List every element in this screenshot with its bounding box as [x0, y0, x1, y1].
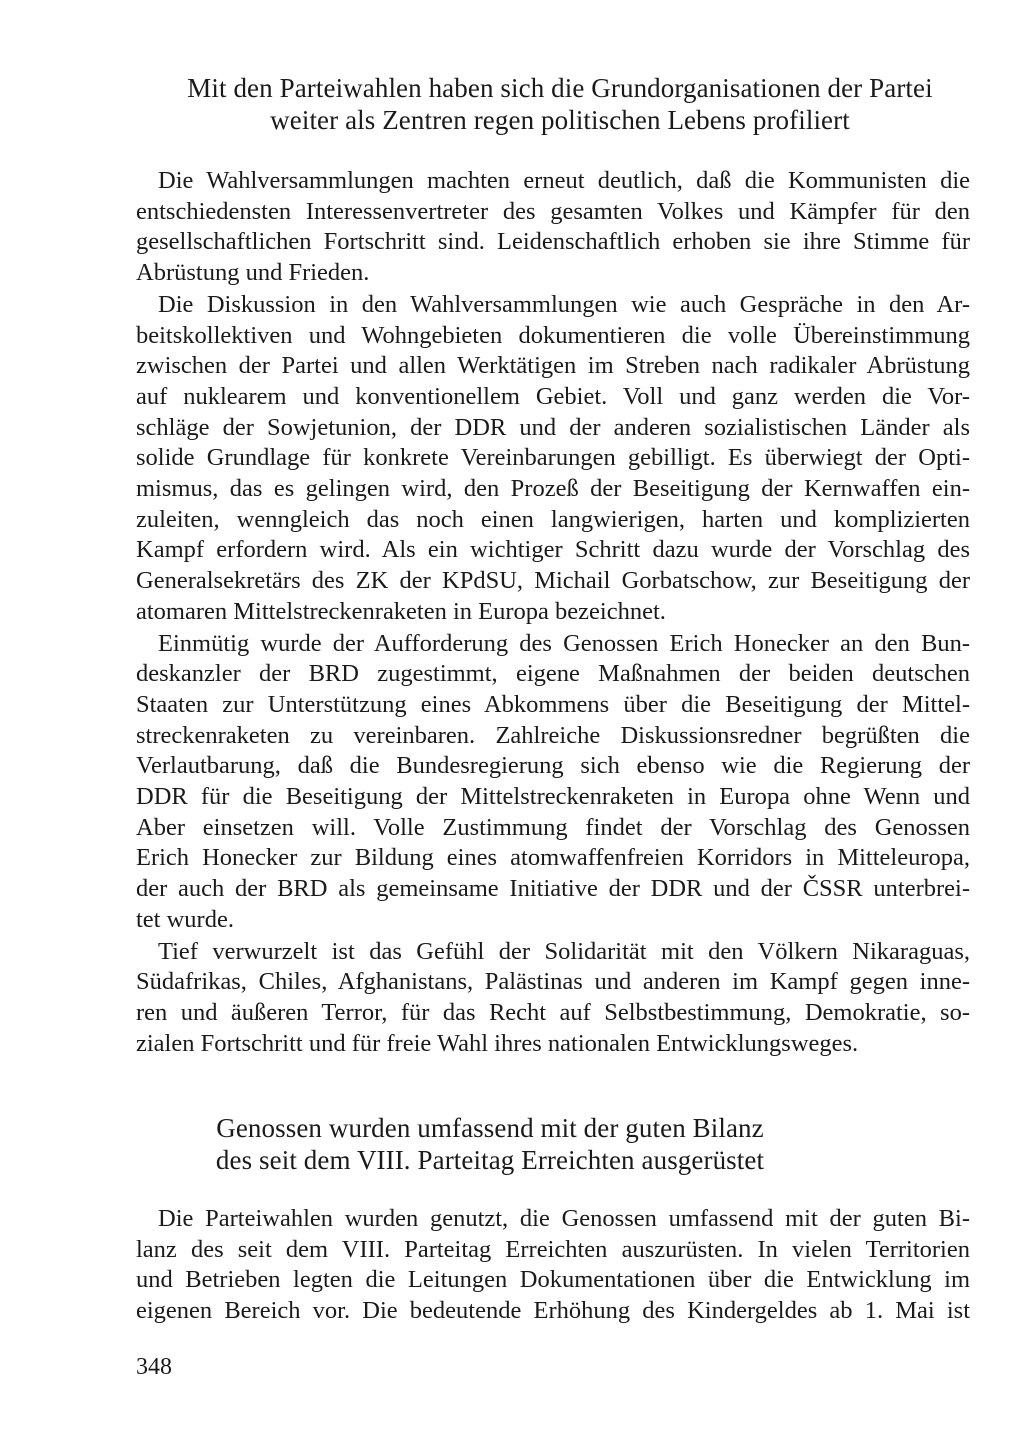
section-heading-2 [60, 1112, 920, 1176]
text-line: schläge der Sowjetunion, der DDR und der anderen sozialistischen Länder als [136, 413, 970, 441]
text-line: Staaten zur Unterstützung eines Abkommens über die Beseitigung der Mittel- [136, 690, 970, 718]
paragraph [136, 937, 970, 1060]
paragraph [136, 290, 970, 628]
text-line: zialen Fortschritt und für freie Wahl ihres nationalen Entwicklungsweges. [136, 1029, 859, 1057]
section-body-1 [136, 166, 970, 1059]
text-line: zuleiten, wenngleich das noch einen langwierigen, harten und komplizierten [136, 505, 970, 533]
text-line: solide Grundlage für konkrete Vereinbarungen gebilligt. Es überwiegt der Opti- [136, 444, 970, 472]
heading-line: weiter als Zentren regen politischen Lebens profiliert [270, 105, 850, 135]
paragraph [136, 1204, 970, 1327]
paragraph [136, 166, 970, 289]
text-line: Einmütig wurde der Aufforderung des Genossen Erich Honecker an den Bun- [158, 629, 970, 657]
text-line: ren und äußeren Terror, für das Recht auf Selbstbestimmung, Demokratie, so- [136, 998, 970, 1026]
text-line: der auch der BRD als gemeinsame Initiative der DDR und der ČSSR unterbrei- [136, 875, 970, 903]
text-line: beitskollektiven und Wohngebieten dokumentieren die volle Übereinstimmung [136, 321, 970, 349]
paragraph [136, 629, 970, 936]
heading-line: des seit dem VIII. Parteitag Erreichten ausgerüstet [215, 1145, 765, 1175]
text-line: deskanzler der BRD zugestimmt, eigene Maßnahmen der beiden deutschen [136, 660, 970, 688]
text-line: Die Diskussion in den Wahlversammlungen wie auch Gespräche in den Ar- [158, 290, 970, 318]
text-line: tet wurde. [136, 905, 234, 933]
section-body-2 [136, 1204, 970, 1327]
text-line: entschiedensten Interessenvertreter des gesamten Volkes und Kämpfer für den [136, 197, 970, 225]
heading-line: Mit den Parteiwahlen haben sich die Grundorganisationen der Partei [187, 73, 933, 103]
text-line: Südafrikas, Chiles, Afghanistans, Palästinas und anderen im Kampf gegen inne- [136, 968, 970, 996]
text-line: mismus, das es gelingen wird, den Prozeß der Beseitigung der Kernwaffen ein- [136, 475, 970, 503]
text-line: gesellschaftlichen Fortschritt sind. Leidenschaftlich erhoben sie ihre Stimme für [136, 228, 970, 256]
section-heading-1 [100, 72, 1020, 136]
text-line: Erich Honecker zur Bildung eines atomwaffenfreien Korridors in Mitteleuropa, [136, 844, 970, 872]
text-line: zwischen der Partei und allen Werktätigen im Streben nach radikaler Abrüstung [136, 352, 970, 380]
text-line: auf nuklearem und konventionellem Gebiet. Voll und ganz werden die Vor- [136, 382, 970, 410]
text-line: lanz des seit dem VIII. Parteitag Erreichten auszurüsten. In vielen Territorien [136, 1235, 970, 1263]
page-number: 348 [136, 1354, 172, 1380]
text-line: atomaren Mittelstreckenraketen in Europa bezeichnet. [136, 597, 666, 625]
text-line: eigenen Bereich vor. Die bedeutende Erhöhung des Kindergeldes ab 1. Mai ist [136, 1297, 970, 1325]
text-line: Die Parteiwahlen wurden genutzt, die Genossen umfassend mit der guten Bi- [158, 1205, 970, 1232]
text-line: Kampf erfordern wird. Als ein wichtiger Schritt dazu wurde der Vorschlag des [136, 536, 970, 564]
heading-line: Genossen wurden umfassend mit der guten Bilanz [216, 1113, 764, 1143]
text-line: Verlautbarung, daß die Bundesregierung sich ebenso wie die Regierung der [136, 752, 970, 780]
text-line: streckenraketen zu vereinbaren. Zahlreiche Diskussionsredner begrüßten die [136, 721, 970, 749]
text-line: Tief verwurzelt ist das Gefühl der Solidarität mit den Völkern Nikaraguas, [158, 937, 970, 965]
text-line: und Betrieben legten die Leitungen Dokumentationen über die Entwicklung im [136, 1266, 970, 1294]
text-line: Die Wahlversammlungen machten erneut deutlich, daß die Kommunisten die [158, 167, 970, 194]
text-line: Abrüstung und Frieden. [136, 259, 370, 287]
text-line: Generalsekretärs des ZK der KPdSU, Michail Gorbatschow, zur Beseitigung der [136, 567, 970, 595]
text-line: Aber einsetzen will. Volle Zustimmung findet der Vorschlag des Genossen [136, 813, 970, 841]
text-line: DDR für die Beseitigung der Mittelstreckenraketen in Europa ohne Wenn und [136, 783, 970, 811]
